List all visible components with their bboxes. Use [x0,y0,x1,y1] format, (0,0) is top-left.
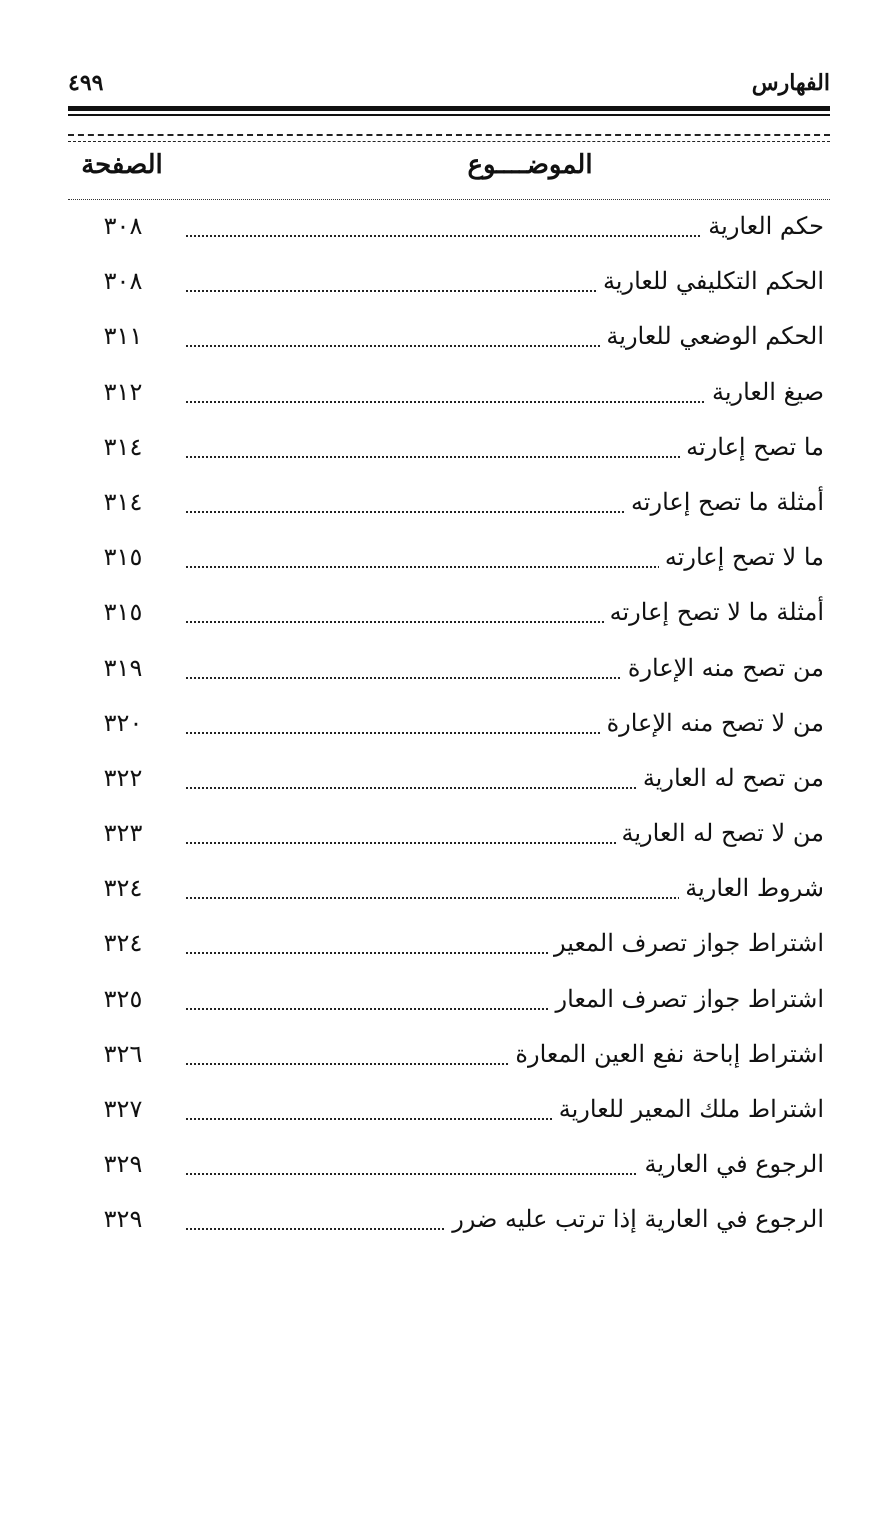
entry-page-number: ٣٢٩ [103,1150,143,1179]
entry-title: اشتراط جواز تصرف المعير [548,929,824,957]
entry-page-number: ٣٢٧ [103,1095,143,1123]
entry-title: الرجوع في العارية إذا ترتب عليه ضرر [446,1205,824,1233]
dashed-divider-secondary [68,141,830,142]
entry-page-number: ٣٢٢ [103,763,143,792]
entry-page-number: ٣١٢ [103,377,143,406]
entry-page-number: ٣٠٨ [103,267,143,296]
header-rule-thick [68,106,830,111]
entry-title: أمثلة ما لا تصح إعارته [604,598,824,626]
entry-page-number: ٣١٤ [103,487,143,516]
column-header-topic: الموضــــوع [467,150,593,180]
entry-page-number: ٣٢٩ [103,1205,143,1234]
running-title: الفهارس [751,70,830,96]
entry-title: من لا تصح منه الإعارة [601,709,824,737]
index-entry [68,313,830,368]
index-entry [68,534,830,589]
entry-page-number: ٣١٩ [103,653,143,682]
index-entry [68,920,830,975]
page-number: ٤٩٩ [68,70,104,96]
entry-title: اشتراط ملك المعير للعارية [553,1095,824,1123]
entry-page-number: ٣٠٨ [103,212,143,240]
entry-title: من تصح له العارية [637,764,824,792]
index-entry [68,258,830,313]
index-entry [68,1086,830,1141]
entry-page-number: ٣٢٥ [103,984,143,1013]
header-divider [68,199,830,200]
index-entry [68,1141,830,1196]
index-entry [68,865,830,920]
running-header [68,70,830,100]
dashed-divider [68,134,830,136]
entry-page-number: ٣١٥ [103,543,143,572]
index-entry [68,810,830,865]
entry-title: الحكم التكليفي للعارية [597,267,824,295]
entry-page-number: ٣٢٤ [103,929,143,958]
index-entry [68,424,830,479]
entry-page-number: ٣١٥ [103,598,143,627]
column-header-page: الصفحة [81,150,163,180]
entry-title: شروط العارية [679,874,824,902]
entry-title: اشتراط إباحة نفع العين المعارة [509,1040,824,1068]
entry-title: من تصح منه الإعارة [622,654,824,682]
entry-page-number: ٣٢٤ [103,874,143,903]
index-entry [68,645,830,700]
index-entry [68,589,830,644]
entry-title: ما تصح إعارته [680,433,824,461]
index-entry [68,369,830,424]
entry-title: صيغ العارية [706,378,824,406]
index-entries [68,203,830,1252]
entry-title: اشتراط جواز تصرف المعار [550,985,824,1013]
entry-title: أمثلة ما تصح إعارته [625,488,824,516]
index-entry [68,1031,830,1086]
entry-page-number: ٣١٤ [103,432,143,461]
entry-page-number: ٣٢٣ [103,819,143,848]
index-entry [68,976,830,1031]
index-entry [68,755,830,810]
index-entry [68,479,830,534]
entry-page-number: ٣٢٦ [103,1039,143,1068]
entry-title: ما لا تصح إعارته [659,543,824,571]
index-entry [68,203,830,258]
index-entry [68,700,830,755]
entry-title: الرجوع في العارية [638,1150,824,1178]
entry-title: حكم العارية [702,212,824,240]
header-rule-thin [68,114,830,116]
entry-page-number: ٣١١ [103,322,143,351]
entry-title: الحكم الوضعي للعارية [600,322,824,350]
index-entry [68,1196,830,1251]
entry-page-number: ٣٢٠ [103,708,143,737]
entry-title: من لا تصح له العارية [616,819,825,847]
